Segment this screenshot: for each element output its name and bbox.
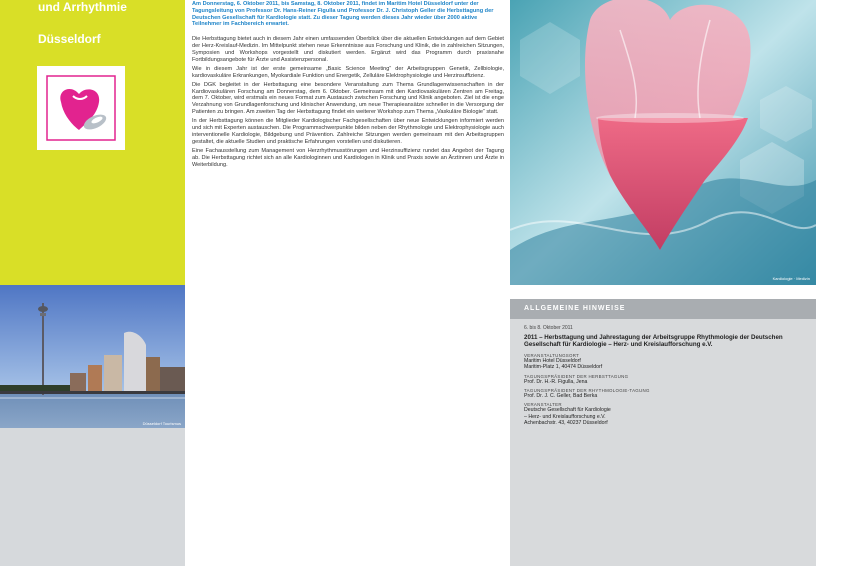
section-label: VERANSTALTER: [524, 402, 562, 408]
image-credit: Kardiologie · Medizin: [772, 276, 810, 281]
event-subtitle: und Arrhythmie: [38, 0, 127, 14]
body-paragraph: Eine Fachausstellung zum Management von Herzrhythmusstörungen und Herzinsuffizienz rundet das Angebot der Tagung ab. Die Herbsttagung richtet sich an alle Kardiologinnen und Kardiologen in Klinik und Praxis sowie an Ärztinnen und Ärzte in Weiterbildung.: [192, 147, 504, 168]
event-title: 2011 – Herbsttagung und Jahrestagung der Arbeitsgruppe Rhythmologie der Deutschen Gesellschaft für Kardiologie – Herz- und Kreislaufforschung e.V.: [524, 334, 783, 349]
yellow-title-block: [0, 0, 185, 285]
section-value: Prof. Dr. H.-R. Figulla, Jena: [524, 378, 588, 385]
intro-paragraph: Am Donnerstag, 6. Oktober 2011, bis Samstag, 8. Oktober 2011, findet im Maritim Hotel Düsseldorf unter der Tagungsleitung von Professor Dr. Hans-Reiner Figulla und Professor Dr. J. Christoph Geller die Herbsttagung der Deutschen Gesellschaft für Kardiologie statt. Zu dieser Tagung werden dieses Jahr wieder über 2000 aktive Teilnehmer im Fachbereich erwartet.: [192, 1, 494, 28]
panel-body: [510, 319, 816, 433]
section-label: TAGUNGSPRÄSIDENT DER HERBSTTAGUNG: [524, 373, 629, 379]
heart-logo: [37, 66, 125, 150]
event-date: 6. bis 8. Oktober 2011: [524, 325, 573, 331]
section-value: Deutsche Gesellschaft für Kardiologie – Herz- und Kreislaufforschung e.V. Achenbachstr. 43, 40237 Düsseldorf: [524, 407, 611, 427]
heart-illustration: [510, 0, 816, 285]
gray-panel: [0, 428, 185, 566]
city-skyline-photo: [0, 285, 185, 428]
photo-credit: Düsseldorf Tourismus: [142, 421, 181, 426]
body-paragraph: Die DGK begleitet in der Herbsttagung eine besondere Veranstaltung zum Thema Grundlagenwissenschaften in der Kardiovaskulären Forschung am Donnerstag, dem 6. Oktober. Gemeinsam mit den Kardiovaskulären Zentren am Freitag, dem 7. Oktober, wird erstmals ein neues Format zum Austausch zwischen Forschung und Klinik angeboten. Ziel ist die enge Verzahnung von Grundlagenforschung und klinischer Anwendung, um neue Therapieansätze schneller in die Versorgung der Patienten zu bringen. Am zweiten Tag der Herbsttagung findet ein weiterer Workshop zum Thema „Vaskuläre Biologie“ statt.: [192, 81, 504, 116]
section-value: Maritim Hotel Düsseldorf Maritim-Platz 1, 40474 Düsseldorf: [524, 357, 603, 371]
body-paragraph: In der Herbsttagung können die Mitglieder Kardiologischer Fachgesellschaften über neue Entwicklungen informiert werden und sich mit Experten austauschen. Die Programmschwerpunkte bilden neben der Rhythmologie und Elektrophysiologie auch interventionelle Kardiologie, Bildgebung und Prävention. Zahlreiche Sitzungen werden gemeinsam mit den Arbeitsgruppen gestaltet, die aktuelle Studien und praktische Erfahrungen vorstellen und diskutieren.: [192, 118, 504, 145]
event-city: Düsseldorf: [38, 32, 101, 46]
article-column: [192, 0, 504, 566]
panel-header: ALLGEMEINE HINWEISE: [510, 299, 816, 319]
general-info-panel: [510, 299, 816, 566]
section-label: TAGUNGSPRÄSIDENT DER RHYTHMOLOGIE-TAGUNG: [524, 388, 650, 394]
section-label: VERANSTALTUNGSORT: [524, 352, 580, 358]
body-paragraph: Wie in diesem Jahr ist der erste gemeinsame „Basic Science Meeting“ der Arbeitsgruppen Genetik, Zellbiologie, kardiovaskuläre Erkrankungen, Myokardiale Funktion und Energetik, Zelluläre Elektrophysiologie und Herzinsuffizienz.: [192, 65, 504, 79]
section-value: Prof. Dr. J. C. Geller, Bad Berka: [524, 393, 598, 400]
body-paragraph: Die Herbsttagung bietet auch in diesem Jahr einen umfassenden Überblick über die aktuellen Entwicklungen auf dem Gebiet der Herz-Kreislauf-Medizin. Im Mittelpunkt stehen neue Erkenntnisse aus Forschung und Klinik, die in zahlreichen Sitzungen, Symposien und Workshops vorgestellt und diskutiert werden. Ergänzt wird das Programm durch praxisnahe Fortbildungsangebote für Ärzte und Assistenzpersonal.: [192, 36, 504, 63]
left-column: [0, 0, 185, 566]
